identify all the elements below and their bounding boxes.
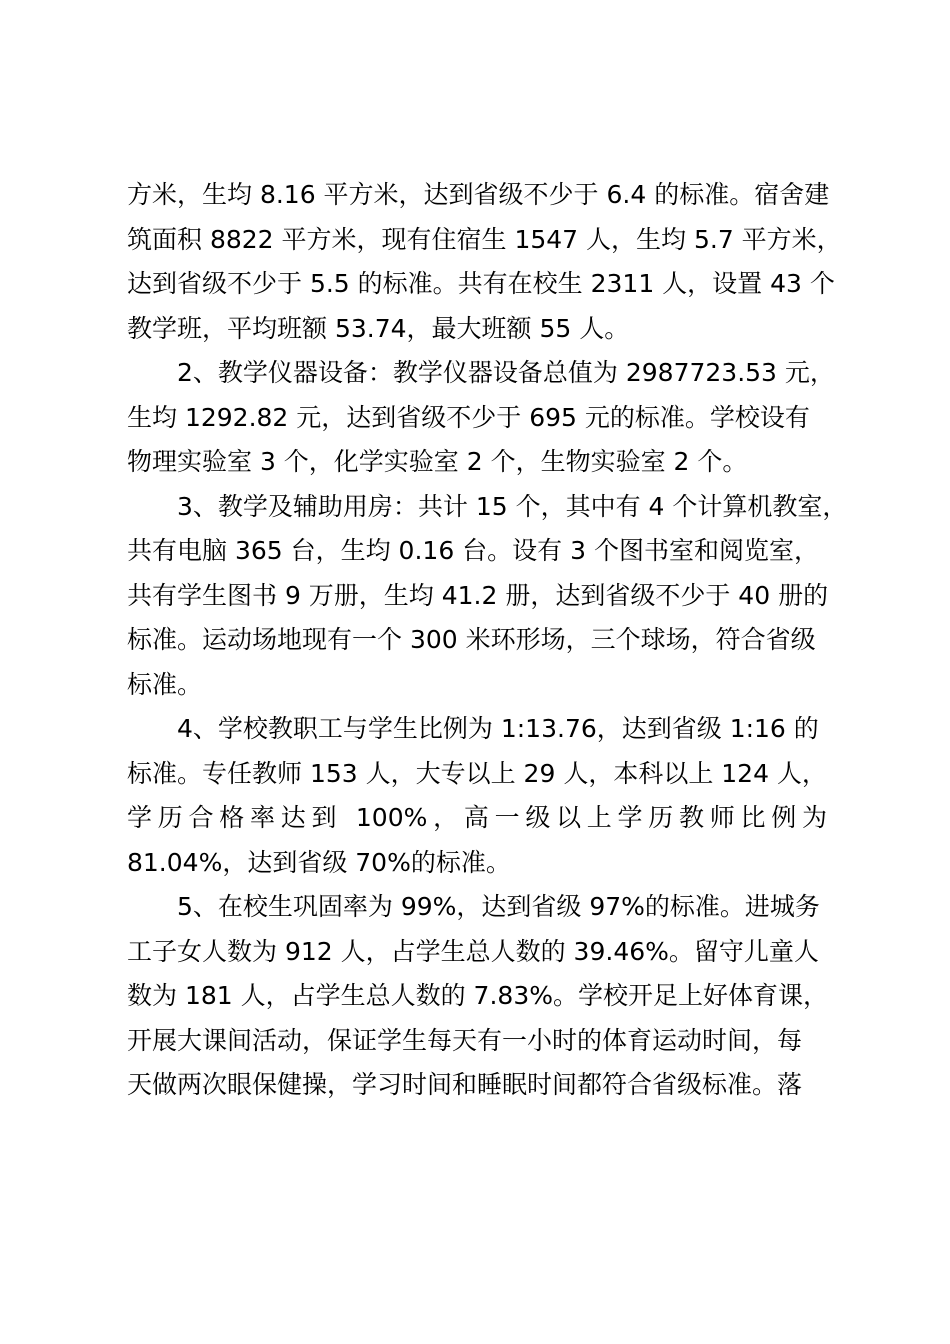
text-line: 教学班，平均班额 53.74，最大班额 55 人。 xyxy=(127,313,630,343)
text-line: 方米，生均 8.16 平方米，达到省级不少于 6.4 的标准。宿舍建 xyxy=(127,180,830,209)
text-line: 筑面积 8822 平方米，现有住宿生 1547 人，生均 5.7 平方米， xyxy=(127,224,842,254)
text-line: 达到省级不少于 5.5 的标准。共有在校生 2311 人，设置 43 个 xyxy=(127,269,835,298)
text-line: 天做两次眼保健操，学习时间和睡眠时间都符合省级标准。落 xyxy=(127,1070,803,1099)
paragraph-5-first-line: 5、在校生巩固率为 99%，达到省级 97%的标准。进城务 xyxy=(177,892,820,921)
text-line: 共有电脑 365 台，生均 0.16 台。设有 3 个图书室和阅览室， xyxy=(127,536,819,565)
text-line: 工子女人数为 912 人，占学生总人数的 39.46%。留守儿童人 xyxy=(127,936,819,966)
text-line: 81.04%，达到省级 70%的标准。 xyxy=(127,847,511,877)
text-line: 数为 181 人，占学生总人数的 7.83%。学校开足上好体育课， xyxy=(127,981,828,1010)
text-line: 标准。 xyxy=(127,669,203,699)
text-line: 标准。运动场地现有一个 300 米环形场，三个球场，符合省级 xyxy=(127,625,816,654)
text-line: 标准。专任教师 153 人，大专以上 29 人，本科以上 124 人， xyxy=(127,758,827,788)
text-line: 学历合格率达到 100%，高一级以上学历教师比例为 xyxy=(127,803,827,832)
text-line: 开展大课间活动，保证学生每天有一小时的体育运动时间，每 xyxy=(127,1025,803,1055)
paragraph-2-first-line: 2、教学仪器设备：教学仪器设备总值为 2987723.53 元， xyxy=(177,358,835,387)
text-line: 物理实验室 3 个，化学实验室 2 个，生物实验室 2 个。 xyxy=(127,447,748,476)
text-line: 生均 1292.82 元，达到省级不少于 695 元的标准。学校设有 xyxy=(127,402,810,432)
body-text xyxy=(127,173,848,1108)
paragraph-4-first-line: 4、学校教职工与学生比例为 1:13.76，达到省级 1:16 的 xyxy=(177,714,819,743)
paragraph-3-first-line: 3、教学及辅助用房：共计 15 个，其中有 4 个计算机教室， xyxy=(177,491,848,521)
text-line: 共有学生图书 9 万册，生均 41.2 册，达到省级不少于 40 册的 xyxy=(127,580,829,610)
